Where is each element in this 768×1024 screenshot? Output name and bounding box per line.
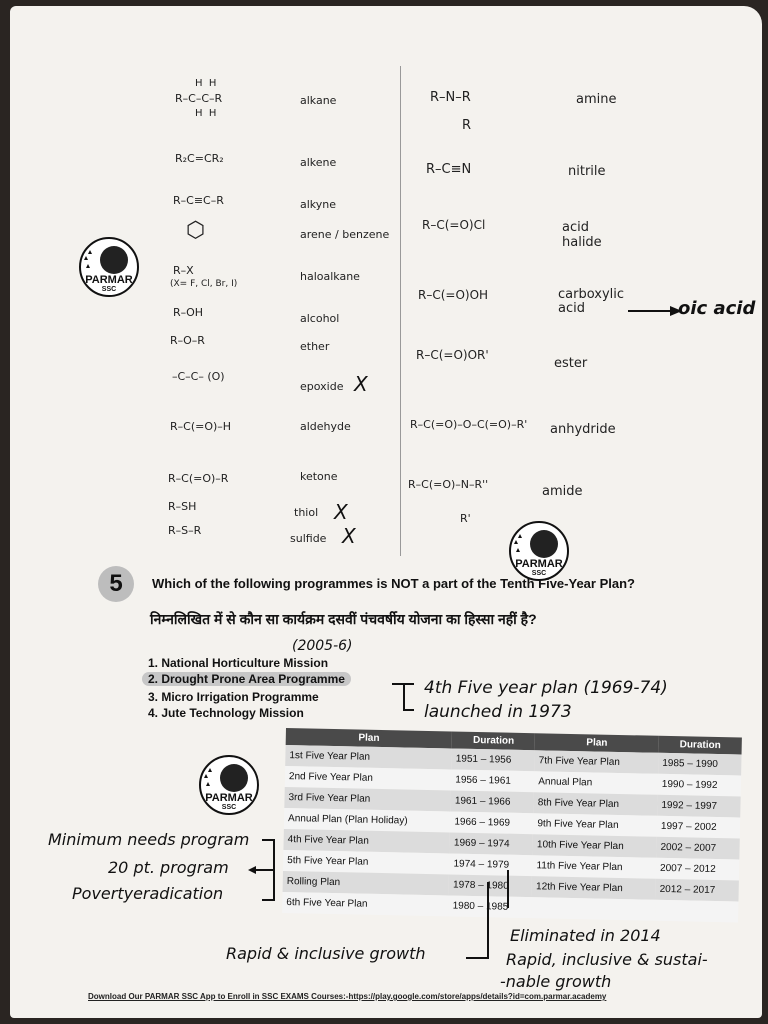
year-annotation: (2005-6) (292, 638, 353, 654)
table-cell: 1969 – 1974 (450, 832, 533, 855)
note-eliminated: Eliminated in 2014 (510, 926, 661, 945)
column-divider (400, 66, 401, 556)
note-rapid-sustainable-2: -nable growth (500, 972, 612, 991)
formula-amine: R–N–R (430, 90, 471, 105)
formula-alkene: R₂C=CR₂ (175, 152, 224, 165)
formula-amide: R–C(=O)–N–R'' (408, 478, 489, 491)
formula-alkyne: R–C≡C–R (173, 194, 224, 207)
table-cell: 2012 – 2017 (655, 879, 738, 902)
table-cell: 1974 – 1979 (449, 853, 532, 876)
cross-mark-thiol: X (334, 500, 348, 524)
table-cell: Annual Plan (534, 771, 658, 795)
name-carboxylic-acid: carboxylic acid (558, 287, 625, 316)
table-cell: Rolling Plan (283, 871, 450, 895)
name-aldehyde: aldehyde (300, 420, 351, 433)
name-acid-halide: acid halide (562, 220, 602, 250)
table-cell: 1956 – 1961 (451, 769, 534, 792)
formula-sulfide: R–S–R (168, 524, 202, 537)
formula-ester: R–C(=O)OR' (416, 348, 489, 362)
table-cell: 1980 – 1985 (448, 895, 531, 918)
formula-alcohol: R–OH (173, 306, 204, 319)
table-cell: 6th Five Year Plan (282, 892, 449, 916)
formula-ether: R–O–R (170, 334, 205, 347)
table-cell: 1990 – 1992 (658, 774, 741, 797)
option-1: 1. National Horticulture Mission (148, 656, 329, 670)
footer-download-link[interactable]: Download Our PARMAR SSC App to Enroll in SSC EXAMS Courses:-https://play.google.com/store/apps/details?id=com.parmar.academy (88, 992, 607, 1001)
formula-alkane: R–C–C–R (175, 92, 223, 105)
table-cell: 12th Five Year Plan (532, 876, 656, 900)
table-cell: 1985 – 1990 (658, 753, 741, 776)
question-text-english: Which of the following programmes is NOT a part of the Tenth Five-Year Plan? (152, 576, 635, 591)
formula-amine-sub: R (462, 118, 472, 133)
document-page (10, 6, 762, 1018)
name-alkene: alkene (300, 156, 337, 169)
table-cell: 11th Five Year Plan (532, 855, 656, 879)
name-anhydride: anhydride (550, 422, 616, 437)
table-cell: 2007 – 2012 (656, 858, 739, 881)
table-cell: 1st Five Year Plan (285, 745, 452, 769)
note-fourth-plan: 4th Five year plan (1969-74) (424, 678, 668, 698)
table-cell: 7th Five Year Plan (535, 750, 659, 774)
option-2-highlighted: 2. Drought Prone Area Programme (142, 672, 351, 686)
table-cell: 9th Five Year Plan (533, 813, 657, 837)
name-alcohol: alcohol (300, 312, 340, 325)
table-cell: 4th Five Year Plan (283, 829, 450, 853)
alkane-h-top: H H (195, 78, 217, 89)
question-text-hindi: निम्नलिखित में से कौन सा कार्यक्रम दसवीं पंचवर्षीय योजना का हिस्सा नहीं है? (150, 611, 537, 627)
logo-text: PARMAR (85, 274, 133, 286)
table-cell: 3rd Five Year Plan (284, 787, 451, 811)
cross-mark-sulfide: X (342, 524, 356, 548)
oic-acid-note: oic acid (678, 298, 756, 319)
name-amine: amine (576, 92, 617, 107)
name-amide: amide (542, 484, 583, 499)
formula-epoxide: –C–C– (O) (172, 370, 225, 383)
name-sulfide: sulfide (290, 532, 327, 545)
formula-nitrile: R–C≡N (426, 162, 472, 177)
logo-text: PARMAR (515, 558, 563, 570)
name-alkyne: alkyne (300, 198, 337, 211)
halogen-note: (X= F, Cl, Br, I) (170, 279, 238, 289)
parmar-logo-2 (508, 520, 570, 582)
table-cell: 1992 – 1997 (657, 795, 740, 818)
arrow-right-icon (628, 304, 682, 318)
table-cell: 10th Five Year Plan (533, 834, 657, 858)
table-cell: 1966 – 1969 (450, 811, 533, 834)
logo-subtext: SSC (531, 570, 547, 577)
table-cell (531, 897, 655, 921)
table-cell: 1978 – 1980 (449, 874, 532, 897)
formula-aldehyde: R–C(=O)–H (170, 420, 232, 433)
name-arene: arene / benzene (300, 228, 390, 241)
name-thiol: thiol (294, 506, 319, 519)
name-alkane: alkane (300, 94, 337, 107)
table-cell: 1997 – 2002 (657, 816, 740, 839)
note-launched-1973: launched in 1973 (424, 702, 572, 722)
formula-anhydride: R–C(=O)–O–C(=O)–R' (410, 418, 528, 431)
logo-subtext: SSC (101, 286, 117, 293)
table-cell: 2nd Five Year Plan (285, 766, 452, 790)
table-cell: Annual Plan (Plan Holiday) (284, 808, 451, 832)
note-rapid-inclusive: Rapid & inclusive growth (226, 944, 426, 963)
table-cell: 1961 – 1966 (451, 790, 534, 813)
question-number: 5 (98, 566, 134, 602)
name-nitrile: nitrile (568, 164, 606, 179)
note-rapid-sustainable-1: Rapid, inclusive & sustai- (506, 950, 708, 969)
option-3: 3. Micro Irrigation Programme (148, 690, 319, 704)
formula-thiol: R–SH (168, 500, 197, 513)
header-duration-2: Duration (659, 736, 742, 755)
name-haloalkane: haloalkane (300, 270, 360, 283)
note-minimum-needs: Minimum needs program (48, 830, 250, 849)
table-cell: 2002 – 2007 (656, 837, 739, 860)
table-cell (655, 900, 738, 923)
parmar-logo-1 (78, 236, 140, 298)
formula-acid-halide: R–C(=O)Cl (422, 218, 486, 232)
bracket-left-icon (248, 836, 292, 906)
formula-haloalkane: R–X (173, 264, 194, 277)
header-plan-1: Plan (286, 728, 453, 748)
cross-mark-epoxide: X (354, 372, 368, 396)
name-ketone: ketone (300, 470, 338, 483)
note-poverty: Povertyeradication (72, 884, 224, 903)
logo-text: PARMAR (205, 792, 253, 804)
formula-carboxylic-acid: R–C(=O)OH (418, 288, 489, 302)
option-4: 4. Jute Technology Mission (148, 706, 304, 720)
name-epoxide: epoxide (300, 380, 344, 393)
name-ester: ester (554, 356, 588, 371)
benzene-ring-icon: ⬡ (186, 218, 206, 243)
name-ether: ether (300, 340, 330, 353)
table-cell: 1951 – 1956 (452, 748, 535, 771)
parmar-logo-3 (198, 754, 260, 816)
note-twenty-point: 20 pt. program (108, 858, 229, 877)
formula-ketone: R–C(=O)–R (168, 472, 229, 485)
header-plan-2: Plan (535, 733, 659, 753)
logo-subtext: SSC (221, 804, 237, 811)
header-duration-1: Duration (452, 731, 535, 750)
table-cell: 5th Five Year Plan (283, 850, 450, 874)
table-cell: 8th Five Year Plan (534, 792, 658, 816)
alkane-h-bottom: H H (195, 108, 217, 119)
formula-amide-sub: R' (460, 512, 471, 525)
